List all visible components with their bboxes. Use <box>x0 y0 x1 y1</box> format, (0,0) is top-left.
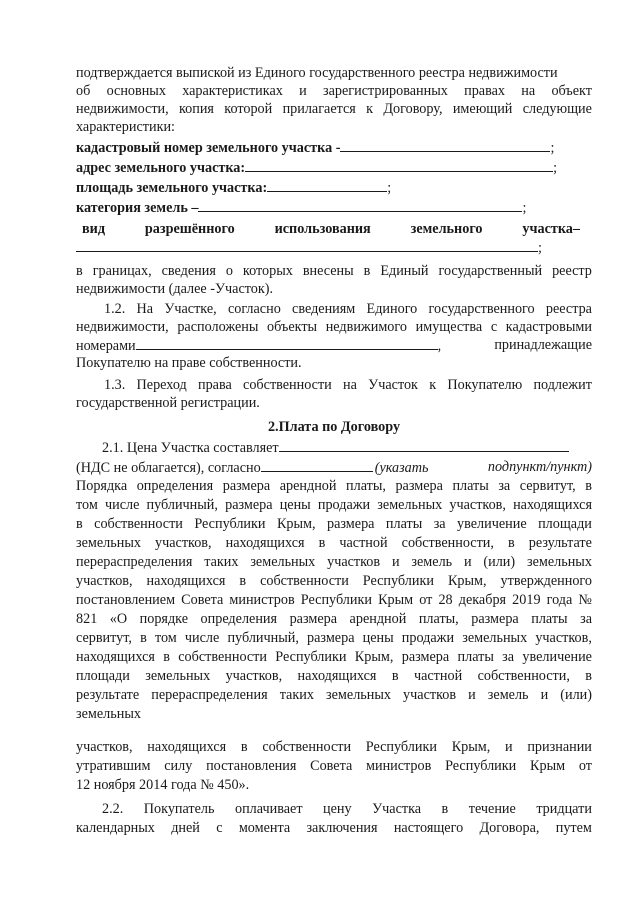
word: с <box>490 319 498 335</box>
text-line <box>76 496 592 514</box>
word: участков, <box>225 668 283 684</box>
word: площади <box>76 668 130 684</box>
word: площади <box>538 516 592 532</box>
word: Республики <box>445 758 517 774</box>
text-line <box>76 534 592 552</box>
word: внесены <box>302 263 354 279</box>
word: в <box>391 668 399 684</box>
word: земельных <box>145 668 211 684</box>
word: участков <box>327 554 381 570</box>
word: правах <box>464 83 506 99</box>
word: следующие <box>522 101 592 117</box>
word: Республики <box>365 739 437 755</box>
text-fragment: принадлежащие <box>494 337 592 353</box>
section-title: 2.Плата по Договору <box>267 419 401 435</box>
word: вид <box>82 221 106 237</box>
word: платы, <box>346 478 386 494</box>
word: размера <box>222 478 271 494</box>
word: Крым, <box>354 649 394 665</box>
word: размера <box>327 516 375 532</box>
text-line <box>76 686 592 704</box>
blank-line <box>340 138 550 152</box>
word: копия <box>178 101 214 117</box>
text-line <box>76 757 592 775</box>
word: (или) <box>483 554 516 570</box>
text-line: земельных <box>76 706 141 722</box>
word: порядке <box>139 611 189 627</box>
word: земельных <box>76 535 141 551</box>
word: продажи <box>401 630 455 646</box>
field-terminator: ; <box>550 140 555 156</box>
word: размера <box>225 497 273 513</box>
word: (или) <box>560 687 592 703</box>
word: в <box>140 630 147 646</box>
word: платы <box>457 649 494 665</box>
word: декабря <box>458 592 507 608</box>
field-label: площадь земельного участка: <box>76 180 268 196</box>
word: 1.3. <box>104 377 126 393</box>
word: Республики <box>300 592 372 608</box>
word: находящихся <box>76 649 155 665</box>
word: оплачивает <box>234 801 303 817</box>
word: сервитут, <box>76 630 132 646</box>
word: тридцати <box>536 801 592 817</box>
word: перераспределения <box>76 554 193 570</box>
word: Договору, <box>383 101 443 117</box>
word: Участке, <box>164 301 217 317</box>
text-line <box>76 553 592 571</box>
word: 2019 <box>512 592 541 608</box>
text-line <box>76 458 592 476</box>
word: об <box>76 83 91 99</box>
word: участков, <box>76 573 133 589</box>
word: имущества <box>415 319 483 335</box>
word: Порядка <box>76 478 128 494</box>
word: размера <box>471 611 519 627</box>
word: характеристиках <box>182 83 283 99</box>
text-line <box>76 515 592 533</box>
field-terminator: ; <box>553 160 558 176</box>
text-line: государственной регистрации. <box>76 395 260 411</box>
word: увеличение <box>522 649 592 665</box>
word: участков, <box>449 497 506 513</box>
text-line <box>76 100 592 118</box>
permitted-use-blank <box>76 238 592 256</box>
word: платы, <box>418 611 459 627</box>
word: силу <box>164 758 193 774</box>
word: дней <box>171 820 200 836</box>
word: собственности <box>260 573 349 589</box>
word: размера <box>395 478 443 494</box>
word: Совета <box>181 592 224 608</box>
word: земельных <box>526 554 592 570</box>
word: находящихся <box>297 668 377 684</box>
word: сведения <box>161 263 216 279</box>
word: в <box>585 478 592 494</box>
word: арендной <box>279 478 337 494</box>
word: находящихся <box>147 739 227 755</box>
word: с <box>216 820 223 836</box>
word: о <box>225 263 233 279</box>
cadastral-number-field <box>76 138 592 156</box>
word: момента <box>238 820 291 836</box>
word: земельного <box>410 221 483 237</box>
word: платы <box>531 611 568 627</box>
word: и <box>540 687 549 703</box>
blank-line <box>245 158 553 172</box>
text-line <box>76 629 592 647</box>
text-fragment: (указать <box>374 460 429 476</box>
blank-line <box>279 438 569 452</box>
word: недвижимости, <box>76 319 169 335</box>
word: участков, <box>155 535 212 551</box>
area-field <box>76 178 592 196</box>
word: года <box>546 592 573 608</box>
word: в <box>76 263 83 279</box>
word: и <box>505 739 513 755</box>
word: частной <box>339 535 388 551</box>
word: публичный, <box>227 630 299 646</box>
word: настоящего <box>393 820 464 836</box>
word: размера <box>289 611 338 627</box>
word: за <box>580 611 592 627</box>
word: права <box>197 377 232 393</box>
blank-line <box>261 458 373 472</box>
field-terminator: ; <box>538 240 542 256</box>
address-field <box>76 158 592 176</box>
word: в <box>585 668 592 684</box>
text-line <box>76 262 592 280</box>
word: к <box>429 377 437 393</box>
word: земельных <box>377 497 443 513</box>
text-line <box>76 610 592 628</box>
word: участков, <box>535 630 592 646</box>
word: 821 <box>76 611 98 627</box>
blank-line <box>76 238 538 252</box>
word: земельных <box>250 554 316 570</box>
word: 28 <box>438 592 453 608</box>
word: на <box>343 377 357 393</box>
word: Крым <box>378 592 414 608</box>
word: министров <box>366 758 432 774</box>
field-label: категория земель – <box>76 200 199 216</box>
word: за <box>433 516 446 532</box>
word: недвижимого <box>325 319 407 335</box>
clause-1-2 <box>76 300 592 318</box>
word: в <box>318 535 326 551</box>
word: таких <box>204 554 239 570</box>
word: собственности <box>94 516 183 532</box>
clause-2-2 <box>76 800 592 818</box>
word: границах, <box>92 263 152 279</box>
text-line: недвижимости (далее -Участок). <box>76 281 274 297</box>
word: от <box>419 592 433 608</box>
text-fragment: , <box>437 338 442 354</box>
word: публичный, <box>146 497 218 513</box>
word: прилагается <box>282 101 356 117</box>
word: в <box>363 263 371 279</box>
word: утвержденного <box>500 573 592 589</box>
text-line <box>76 648 592 666</box>
text-fragment: 2.1. Цена Участка составляет <box>102 440 279 456</box>
word: в <box>508 535 515 551</box>
word: Единого <box>366 301 418 317</box>
clause-2-1 <box>76 438 592 456</box>
word: Республики <box>275 649 347 665</box>
word: земель <box>411 554 453 570</box>
word: собственности <box>178 649 267 665</box>
word: постановления <box>206 758 297 774</box>
word: Покупатель <box>143 801 215 817</box>
word: за <box>502 649 515 665</box>
word: Совета <box>310 758 353 774</box>
blank-line <box>198 198 522 212</box>
word: за <box>498 478 511 494</box>
word: государственного <box>428 301 535 317</box>
text-fragment: (НДС не облагается), согласно <box>76 460 261 476</box>
word: перераспределения <box>151 687 268 703</box>
word: цены <box>279 497 311 513</box>
word: размера <box>401 649 450 665</box>
word: и <box>391 554 400 570</box>
text-line <box>76 738 592 756</box>
text-line: 12 ноября 2014 года № 450». <box>76 777 250 793</box>
word: объект <box>551 83 592 99</box>
word: числе <box>104 497 140 513</box>
word: Крым, <box>451 739 491 755</box>
word: Единый <box>380 263 429 279</box>
word: реестра <box>545 301 592 317</box>
word: собственности <box>262 739 352 755</box>
text-line: Покупателю на праве собственности. <box>76 355 302 371</box>
word: Участка <box>372 801 422 817</box>
word: На <box>136 301 154 317</box>
word: участков, <box>76 739 133 755</box>
text-line <box>76 667 592 685</box>
blank-line <box>136 336 438 350</box>
word: том <box>76 497 98 513</box>
word: результате <box>76 687 140 703</box>
word: и <box>299 83 307 99</box>
word: которой <box>224 101 273 117</box>
word: продажи <box>317 497 371 513</box>
word: зарегистрированных <box>322 83 448 99</box>
word: платы <box>385 516 423 532</box>
word: объекты <box>267 319 318 335</box>
word: в <box>163 649 170 665</box>
word: Республики <box>194 516 266 532</box>
word: от <box>578 758 592 774</box>
text-fragment: номерами <box>76 338 136 354</box>
word: согласно <box>227 301 281 317</box>
word: определения <box>200 611 278 627</box>
word: расположены <box>177 319 259 335</box>
text-line <box>76 477 592 495</box>
word: течение <box>468 801 516 817</box>
word: земельных <box>326 687 391 703</box>
text-line <box>76 318 592 336</box>
word: цены <box>362 630 394 646</box>
word: министров <box>229 592 295 608</box>
word: частной <box>413 668 463 684</box>
field-terminator: ; <box>522 200 527 216</box>
text-line <box>76 82 592 100</box>
word: Крым, <box>447 573 487 589</box>
word: земель <box>487 687 529 703</box>
word: в <box>76 516 83 532</box>
word: том <box>154 630 177 646</box>
word: в <box>441 801 449 817</box>
word: участков <box>403 687 457 703</box>
word: и <box>468 687 476 703</box>
word: к <box>366 101 374 117</box>
word: 1.2. <box>104 301 126 317</box>
field-label: адрес земельного участка: <box>76 160 246 176</box>
word: собственности <box>243 377 332 393</box>
word: реестр <box>552 263 592 279</box>
word: 2.2. <box>102 801 124 817</box>
word: путем <box>555 820 592 836</box>
word: в <box>239 573 247 589</box>
text-line: подтверждается выпиской из Единого государственного реестра недвижимости <box>76 65 558 81</box>
field-terminator: ; <box>387 180 392 196</box>
land-category-field <box>76 198 592 216</box>
word: результате <box>528 535 592 551</box>
word: Договора, <box>479 820 540 836</box>
word: календарных <box>76 820 155 836</box>
word: цену <box>323 801 352 817</box>
word: недвижимости, <box>76 101 169 117</box>
text-line <box>76 819 592 837</box>
word: в <box>240 739 248 755</box>
blank-line <box>267 178 387 192</box>
word: сервитут, <box>519 478 576 494</box>
word: признании <box>527 739 592 755</box>
word: подлежит <box>533 377 592 393</box>
word: Крым <box>530 758 566 774</box>
clause-1-3 <box>76 376 592 394</box>
word: Покупателю <box>447 377 523 393</box>
word: и <box>463 554 472 570</box>
word: на <box>521 83 536 99</box>
word: государственный <box>438 263 543 279</box>
text-fragment: подпункт/пункт) <box>487 459 592 475</box>
word: Участок <box>368 377 418 393</box>
word: разрешённого <box>144 221 235 237</box>
word: основных <box>106 83 166 99</box>
word: определения <box>136 478 214 494</box>
word: находящихся <box>225 535 305 551</box>
word: платы <box>452 478 489 494</box>
text-line <box>76 336 592 354</box>
word: находящихся <box>146 573 226 589</box>
text-line: характеристики: <box>76 119 176 135</box>
word: Крым, <box>276 516 316 532</box>
word: участка– <box>522 221 580 237</box>
word: числе <box>184 630 220 646</box>
word: арендной <box>349 611 407 627</box>
word: собственности, <box>477 668 570 684</box>
word: Переход <box>136 377 187 393</box>
word: таких <box>279 687 314 703</box>
word: «О <box>109 611 128 627</box>
word: постановлением <box>76 592 176 608</box>
word: размера <box>307 630 355 646</box>
word: использования <box>274 221 371 237</box>
permitted-use-field <box>76 220 580 238</box>
field-label: кадастровый номер земельного участка - <box>76 140 341 156</box>
word: имеющий <box>452 101 513 117</box>
word: № <box>578 592 592 608</box>
word: которых <box>242 263 293 279</box>
word: сведениям <box>292 301 356 317</box>
word: Республики <box>362 573 434 589</box>
word: находящихся <box>513 497 592 513</box>
text-line <box>76 572 592 590</box>
word: кадастровыми <box>505 319 592 335</box>
word: земельных <box>462 630 528 646</box>
word: собственности, <box>401 535 494 551</box>
word: увеличение <box>457 516 527 532</box>
word: утратившим <box>76 758 151 774</box>
text-line <box>76 591 592 609</box>
word: заключения <box>306 820 378 836</box>
